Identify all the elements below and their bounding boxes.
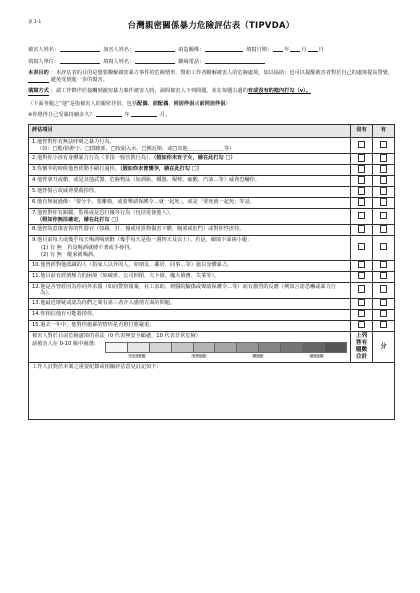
question-row bbox=[29, 165, 395, 176]
scale-label: 有些危險 bbox=[192, 354, 206, 358]
method-note bbox=[28, 88, 394, 96]
scale-cell bbox=[29, 331, 351, 363]
answer-yes-checkbox[interactable] bbox=[380, 154, 388, 162]
question-cell bbox=[29, 309, 351, 320]
scale-segment[interactable] bbox=[171, 342, 193, 353]
notes-label: 工作人員對於本案之重要紀錄或相關評估意見註記如下： bbox=[32, 364, 162, 371]
month-label: 月 bbox=[301, 46, 307, 53]
answer-no-checkbox[interactable] bbox=[358, 198, 366, 206]
answer-yes-cell bbox=[373, 309, 395, 320]
answer-yes-cell bbox=[373, 176, 395, 187]
question-cell bbox=[29, 282, 351, 298]
answer-yes-cell bbox=[373, 154, 395, 165]
answer-yes-cell bbox=[373, 187, 395, 198]
question-cell bbox=[29, 320, 351, 331]
victim-name-field[interactable] bbox=[60, 45, 100, 52]
question-row bbox=[29, 225, 395, 236]
question-cell bbox=[29, 236, 351, 261]
question-main: 他曾對你有無法呼吸之暴力行為。 bbox=[36, 139, 115, 145]
question-cell bbox=[29, 187, 351, 198]
question-number: 3. bbox=[32, 166, 37, 172]
scale-segment[interactable] bbox=[127, 342, 149, 353]
question-main: 他曾拿刀或槍，或是其他武器，危險物品（如酒瓶、鐵器、棍棒、硫酸、汽油…等）威脅恐嚇你。 bbox=[36, 177, 261, 183]
question-cell bbox=[29, 298, 351, 309]
danger-scale[interactable] bbox=[105, 339, 347, 358]
form-page bbox=[28, 20, 394, 420]
total-label-cell bbox=[351, 331, 373, 363]
ref-ex-cohabitant: 前同居伴侶 bbox=[199, 100, 226, 107]
fill-date-label: 填寫日期： bbox=[246, 46, 273, 53]
answer-yes-cell bbox=[373, 236, 395, 261]
question-body bbox=[40, 273, 347, 280]
answer-yes-checkbox[interactable] bbox=[380, 212, 388, 220]
scale-segment[interactable] bbox=[149, 342, 171, 353]
fill-date-field[interactable] bbox=[272, 45, 324, 53]
ref-pre: （下面各題之“他”是指被害人的親密伴侶，包括 bbox=[28, 100, 138, 107]
question-number: 6. bbox=[32, 199, 37, 205]
scale-segment[interactable] bbox=[236, 342, 258, 353]
answer-yes-cell bbox=[373, 209, 395, 225]
question-cell bbox=[29, 260, 351, 271]
question-body bbox=[40, 322, 347, 329]
question-text bbox=[32, 155, 347, 162]
relationship-field[interactable] bbox=[205, 45, 243, 52]
question-body bbox=[40, 311, 347, 318]
header-yes: 有 bbox=[373, 125, 395, 138]
phone-field[interactable] bbox=[205, 57, 265, 64]
ref-sep-3: 或 bbox=[194, 100, 200, 107]
answer-no-cell bbox=[351, 260, 373, 271]
question-list bbox=[29, 138, 395, 332]
question-text bbox=[32, 322, 347, 329]
scale-label: 蠻危險 bbox=[252, 354, 263, 358]
question-body bbox=[37, 155, 347, 162]
table-header-row bbox=[29, 125, 395, 138]
year-label: 年 bbox=[284, 46, 290, 53]
question-cell bbox=[29, 225, 351, 236]
abuser-name-field[interactable] bbox=[135, 45, 175, 52]
question-sub-item[interactable]: (2) 有 無 醒來就喝酒。 bbox=[40, 252, 99, 258]
fill-unit-label: 填寫人單位： bbox=[28, 58, 60, 65]
answer-yes-cell bbox=[373, 260, 395, 271]
answer-yes-checkbox[interactable] bbox=[380, 225, 388, 233]
answer-no-cell bbox=[351, 298, 373, 309]
question-row bbox=[29, 209, 395, 225]
notes-cell[interactable] bbox=[29, 363, 395, 420]
question-row bbox=[29, 138, 395, 154]
scale-segment[interactable] bbox=[193, 342, 215, 353]
abuse-years-unit: 年 bbox=[124, 111, 130, 118]
answer-yes-checkbox[interactable] bbox=[380, 299, 388, 307]
question-cell bbox=[29, 198, 351, 209]
question-text bbox=[32, 262, 347, 269]
answer-yes-checkbox[interactable] bbox=[380, 198, 388, 206]
question-text bbox=[32, 188, 347, 195]
question-detail: （如：□勒/掐脖子、□悶臉部、□按頭入水、□開瓦斯、或□其他＿＿＿＿＿＿＿等） bbox=[36, 145, 235, 152]
year-blank[interactable] bbox=[273, 45, 283, 52]
abuse-months-unit: 月。 bbox=[159, 111, 171, 118]
answer-no-checkbox[interactable] bbox=[358, 299, 366, 307]
answer-no-cell bbox=[351, 154, 373, 165]
answer-no-cell bbox=[351, 187, 373, 198]
answer-no-cell bbox=[351, 176, 373, 187]
method-emphasis: 有或沒有的框內打勾（v）。 bbox=[247, 88, 311, 94]
scale-line bbox=[32, 339, 347, 358]
answer-no-checkbox[interactable] bbox=[358, 285, 366, 293]
question-main: 過去一年中，他對你施暴的情形是否愈打愈嚴重。 bbox=[40, 321, 155, 328]
filler-name-label: 填寫人姓名： bbox=[103, 58, 135, 65]
answer-no-checkbox[interactable] bbox=[358, 272, 366, 280]
question-text bbox=[32, 139, 347, 152]
answer-no-checkbox[interactable] bbox=[358, 187, 366, 195]
answer-no-cell bbox=[351, 209, 373, 225]
question-main: 他有無說過像：「要分手，要離婚，或要舉請保護令…就一起死」，或是「要死就一起死」等話。 bbox=[36, 199, 255, 205]
ref-sep-2: 、 bbox=[168, 100, 174, 107]
question-main: 他最近壞疑或認為你們之間有第三者介入感情方面的問題。 bbox=[40, 299, 176, 306]
scale-row bbox=[29, 331, 395, 363]
month-blank[interactable] bbox=[290, 45, 300, 52]
question-body bbox=[37, 210, 347, 223]
total-label-1: 上列答有 bbox=[355, 332, 368, 346]
question-main: 你相信他有可能殺掉你。 bbox=[40, 310, 98, 317]
question-body bbox=[40, 300, 347, 307]
answer-yes-checkbox[interactable] bbox=[380, 165, 388, 173]
question-main: 他曾故意傷害你的性器官（如踢、打、撞或用異物傷害下體，胸部或肛門）或對你性虐待。 bbox=[36, 226, 245, 232]
question-body bbox=[37, 139, 347, 152]
notes-row bbox=[29, 363, 395, 420]
total-unit: 分 bbox=[380, 343, 387, 351]
question-cell bbox=[29, 138, 351, 154]
ref-post: ） bbox=[225, 100, 231, 107]
question-cell bbox=[29, 176, 351, 187]
danger-scale-bar[interactable] bbox=[105, 342, 347, 353]
question-number: 12. bbox=[32, 283, 41, 290]
question-row bbox=[29, 198, 395, 209]
answer-no-checkbox[interactable] bbox=[358, 321, 366, 329]
answer-no-checkbox[interactable] bbox=[358, 310, 366, 318]
question-main: 他是否曾經因為你向外求援（如向警察報案，社工求助、到醫院驗傷或聲請保護令…等）而有激烈的反應（例如言語恐嚇或暴力行為）。 bbox=[40, 283, 336, 296]
purpose-note bbox=[28, 70, 394, 83]
fill-unit-field[interactable] bbox=[60, 57, 100, 64]
question-body bbox=[40, 284, 347, 297]
scale-segment[interactable] bbox=[214, 342, 236, 353]
question-cell bbox=[29, 154, 351, 165]
answer-no-cell bbox=[351, 165, 373, 176]
scale-text-2: 請被害人在 0-10 級中圈選： bbox=[32, 341, 99, 347]
question-number: 8. bbox=[32, 226, 37, 232]
question-main: 他目前每天或幾乎每天喝酒喝到醉（幾乎每天是指一週四天及以上）。若是，續填下面兩小題： bbox=[36, 237, 253, 243]
scale-text-1: 被害人對於目前危險處境的看法（0 代表無安全顧慮，10 代表非常危險） bbox=[32, 332, 201, 339]
question-main: 他目前有經濟壓力的困境（如破產、公司倒閉、欠卡債、魔大債務、失業等）。 bbox=[40, 272, 220, 279]
answer-no-cell bbox=[351, 309, 373, 320]
question-row bbox=[29, 320, 395, 331]
assessment-table bbox=[28, 124, 395, 420]
question-row bbox=[29, 271, 395, 282]
question-body bbox=[37, 226, 347, 233]
total-score-cell[interactable] bbox=[373, 331, 395, 363]
purpose-body: ：本評估表的目的是想要瞭解親密暴力事件的危險情形，幫助工作者瞭解被害人的危險處境，加以協助；也可以提醒被害者對於自己的處境提高警覺，避免受到進一步的傷害。 bbox=[50, 70, 394, 83]
question-number: 15. bbox=[32, 321, 41, 328]
question-number: 11. bbox=[32, 272, 41, 279]
question-number: 2. bbox=[32, 155, 37, 161]
question-row bbox=[29, 309, 395, 320]
answer-yes-cell bbox=[373, 298, 395, 309]
question-number: 14. bbox=[32, 310, 41, 317]
question-text bbox=[32, 177, 347, 184]
scale-segment[interactable] bbox=[258, 342, 280, 353]
question-text bbox=[32, 284, 347, 297]
question-body bbox=[37, 188, 347, 195]
scale-label: 不太受危險 bbox=[128, 354, 146, 358]
question-main: 他曾經對他認識的人（指家人以外的人，如朋友、鄰居、同事…等）施以身體暴力。 bbox=[40, 261, 233, 268]
question-body bbox=[37, 177, 347, 184]
question-main: 他對你小孩有身體暴力行為（非指一般管教行為）。 bbox=[36, 155, 154, 161]
ref-spouse: 配偶 bbox=[137, 100, 148, 107]
total-label-2: 題數合計 bbox=[355, 346, 368, 361]
abuse-years-field[interactable] bbox=[96, 110, 122, 117]
relationship-label: 兩造關係： bbox=[178, 46, 205, 53]
answer-no-checkbox[interactable] bbox=[358, 243, 366, 251]
scale-segment[interactable] bbox=[302, 342, 324, 353]
question-text bbox=[32, 311, 347, 318]
answer-yes-cell bbox=[373, 320, 395, 331]
question-number: 9. bbox=[32, 237, 37, 243]
day-label: 日 bbox=[318, 46, 324, 53]
question-text bbox=[32, 199, 347, 206]
field-row-1 bbox=[28, 41, 394, 53]
question-main: 他曾對你有跟蹤，監視或是恐打擾等行為（包括電使他人）。 bbox=[36, 210, 175, 216]
victim-name-label: 被害人姓名： bbox=[28, 46, 60, 53]
answer-no-cell bbox=[351, 271, 373, 282]
purpose-tag: 本表目的 bbox=[28, 70, 49, 83]
answer-yes-checkbox[interactable] bbox=[380, 176, 388, 184]
question-row bbox=[29, 154, 395, 165]
answer-no-cell bbox=[351, 198, 373, 209]
question-text bbox=[32, 300, 347, 307]
abuse-duration-row bbox=[28, 110, 394, 118]
header-item: 評估項目 bbox=[29, 125, 351, 138]
answer-yes-checkbox[interactable] bbox=[380, 243, 388, 251]
question-cell bbox=[29, 165, 351, 176]
scale-label: 最受危險 bbox=[310, 354, 324, 358]
answer-no-checkbox[interactable] bbox=[358, 225, 366, 233]
question-text bbox=[32, 273, 347, 280]
question-number: 5. bbox=[32, 188, 37, 194]
ref-cohabitant: 同居伴侶 bbox=[173, 100, 195, 107]
form-title: 台灣親密關係暴力危險評估表（TIPVDA） bbox=[127, 20, 295, 30]
method-text bbox=[51, 88, 394, 96]
answer-yes-checkbox[interactable] bbox=[380, 141, 388, 149]
method-body: ：請工作夥伴於接觸到親密暴力案件被害人時，詢問被害人下列問題，並在每題右邊的 bbox=[50, 88, 248, 94]
answer-yes-cell bbox=[373, 225, 395, 236]
answer-no-cell bbox=[351, 282, 373, 298]
answer-no-cell bbox=[351, 320, 373, 331]
answer-no-checkbox[interactable] bbox=[358, 212, 366, 220]
day-blank[interactable] bbox=[308, 45, 318, 52]
answer-no-checkbox[interactable] bbox=[358, 176, 366, 184]
question-row bbox=[29, 187, 395, 198]
question-main: 你懷孕的時候他曾經動手毆打過你。 bbox=[36, 166, 120, 172]
answer-yes-cell bbox=[373, 198, 395, 209]
question-body bbox=[37, 166, 347, 173]
answer-yes-checkbox[interactable] bbox=[380, 285, 388, 293]
answer-yes-checkbox[interactable] bbox=[380, 261, 388, 269]
question-cell bbox=[29, 209, 351, 225]
ref-ex-spouse: 前配偶 bbox=[152, 100, 169, 107]
answer-no-cell bbox=[351, 138, 373, 154]
question-sub-item[interactable]: (1) 有 無 若沒喝酒就睡不著或手發抖。 bbox=[40, 244, 135, 251]
question-number: 13. bbox=[32, 299, 41, 306]
abuse-duration-label: ※你覺得自己受暴持續多久？ bbox=[28, 111, 95, 118]
question-body bbox=[37, 199, 347, 206]
question-body bbox=[37, 237, 347, 259]
question-text bbox=[32, 237, 347, 259]
answer-no-checkbox[interactable] bbox=[358, 141, 366, 149]
question-emphasis: （假如你未曾懷孕，請在此打勾 □） bbox=[119, 166, 202, 172]
question-main: 他曾揚言或威脅要殺掉你。 bbox=[36, 188, 100, 194]
partner-reference-note bbox=[28, 101, 394, 108]
question-number: 7. bbox=[32, 210, 37, 216]
method-tag: 填寫方式 bbox=[28, 88, 49, 94]
question-emphasis: （假如你未有子女，請在此打勾 □） bbox=[153, 155, 236, 161]
ref-sep-1: 、 bbox=[147, 100, 153, 107]
question-row bbox=[29, 236, 395, 261]
answer-no-cell bbox=[351, 225, 373, 236]
abuse-months-field[interactable] bbox=[131, 110, 157, 117]
answer-yes-cell bbox=[373, 138, 395, 154]
question-text bbox=[32, 210, 347, 223]
form-code: 表 1-1 bbox=[28, 20, 42, 25]
filler-name-field[interactable] bbox=[135, 57, 175, 64]
answer-yes-cell bbox=[373, 271, 395, 282]
question-row bbox=[29, 282, 395, 298]
answer-yes-checkbox[interactable] bbox=[380, 187, 388, 195]
answer-yes-checkbox[interactable] bbox=[380, 310, 388, 318]
question-number: 1. bbox=[32, 139, 37, 145]
answer-no-checkbox[interactable] bbox=[358, 261, 366, 269]
answer-yes-checkbox[interactable] bbox=[380, 321, 388, 329]
scale-segment[interactable] bbox=[324, 342, 347, 353]
question-text bbox=[32, 166, 347, 173]
question-detail: （假如你無法確定，請在此打勾 □） bbox=[36, 216, 122, 223]
scale-segment[interactable] bbox=[105, 342, 127, 353]
phone-label: 聯絡電話： bbox=[178, 58, 205, 65]
question-row bbox=[29, 298, 395, 309]
field-row-2 bbox=[28, 53, 394, 65]
danger-scale-labels bbox=[105, 354, 347, 358]
scale-segment[interactable] bbox=[280, 342, 302, 353]
form-fields bbox=[28, 41, 394, 65]
answer-no-checkbox[interactable] bbox=[358, 154, 366, 162]
question-row bbox=[29, 176, 395, 187]
question-body bbox=[40, 262, 347, 269]
purpose-text bbox=[51, 70, 394, 83]
header-no: 沒有 bbox=[351, 125, 373, 138]
question-number: 10. bbox=[32, 261, 41, 268]
abuser-name-label: 加害人姓名： bbox=[103, 46, 135, 53]
answer-no-cell bbox=[351, 236, 373, 261]
answer-no-checkbox[interactable] bbox=[358, 165, 366, 173]
answer-yes-checkbox[interactable] bbox=[380, 272, 388, 280]
question-row bbox=[29, 260, 395, 271]
question-number: 4. bbox=[32, 177, 37, 183]
question-cell bbox=[29, 271, 351, 282]
answer-yes-cell bbox=[373, 165, 395, 176]
question-text bbox=[32, 226, 347, 233]
answer-yes-cell bbox=[373, 282, 395, 298]
